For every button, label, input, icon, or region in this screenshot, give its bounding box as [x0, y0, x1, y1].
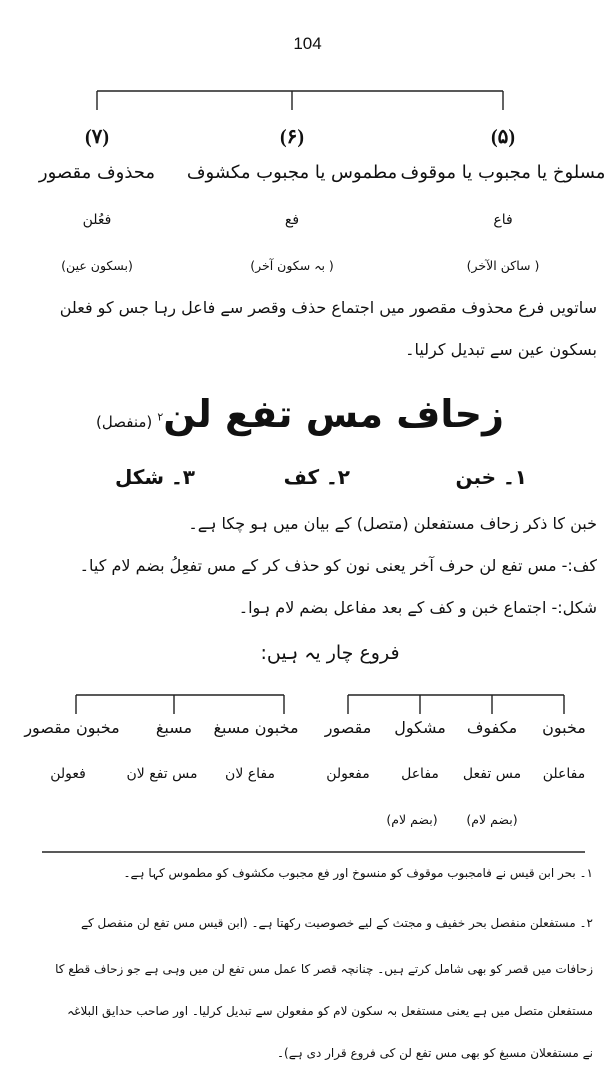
type-shakl: ۳۔ شکل	[114, 465, 195, 489]
type-kaff: ۲۔ کف	[283, 465, 350, 489]
tree1-term-6: مطموس یا مجبوب مکشوف	[186, 162, 398, 183]
paragraph1-line2: بسکون عین سے تبدیل کرلیا۔	[405, 340, 597, 359]
tree1-num-5: (۵)	[490, 126, 516, 148]
tree-right-note-2: (بضم لام)	[466, 812, 518, 827]
paragraph2-line2: کف:- مس تفع لن حرف آخر یعنی نون کو حذف کر کے مس تفعِلُ بضم لام کیا۔	[79, 556, 597, 575]
paragraph2-line1: خبن کا ذکر زحاف مستفعلن (متصل) کے بیان میں ہو چکا ہے۔	[188, 514, 597, 533]
tree1-num-6: (۶)	[279, 126, 305, 148]
footnote-1: ۱۔ بحر ابن قیس نے فامجبوب موقوف کو منسوخ اور فع مجبوب مکشوف کو مطموس کہا ہے۔	[123, 866, 593, 880]
tree-left-wazn-3: فعولن	[50, 766, 86, 782]
tree-right-wazn-3: مفاعل	[401, 766, 439, 782]
tree-right-term-3: مشکول	[394, 718, 446, 737]
tree-left-term-2: مسبغ	[155, 718, 193, 737]
tree1-num-7: (۷)	[84, 126, 110, 148]
tree-left-term-1: مخبون مسبغ	[213, 718, 299, 737]
tree-right-term-4: مقصور	[324, 718, 372, 737]
paragraph1-line1: ساتویں فرع محذوف مقصور میں اجتماع حذف وقصر سے فاعل رہا جس کو فعلن	[59, 298, 597, 317]
tree1-term-5: مسلوخ یا مجبوب یا موقوف	[400, 162, 606, 183]
tree-right-wazn-4: مفعولن	[326, 766, 370, 782]
tree-left-wazn-1: مفاع لان	[225, 766, 275, 782]
heading-main: زحاف مس تفع لن	[163, 392, 504, 436]
tree1-wazn-6: فع	[284, 212, 300, 228]
tree-left-term-3: مخبون مقصور	[24, 718, 120, 737]
footnote-2-line1: ۲۔ مستفعلن منفصل بحر خفیف و مجتث کے لیے خصوصیت رکھتا ہے۔ (ابن قیس مس تفع لن منفصل کے	[81, 916, 593, 930]
tree-right-wazn-1: مفاعلن	[542, 766, 586, 782]
tree1-note-7: (بسکون عین)	[61, 258, 133, 273]
tree-left-wazn-2: مس تفع لان	[126, 766, 198, 782]
paragraph2-line3: شکل:- اجتماع خبن و کف کے بعد مفاعل بضم لام ہوا۔	[238, 598, 597, 617]
tree-right-note-3: (بضم لام)	[386, 812, 438, 827]
tree-right-term-2: مکفوف	[466, 718, 518, 737]
heading-footnote-mark: ۲	[157, 410, 164, 424]
footnote-2-line4: نے مستفعلان مسبغ کو بھی مس تفع لن کی فروع قرار دی ہے)۔	[277, 1046, 593, 1060]
tree1-note-5: ( ساکن الآخر)	[466, 258, 540, 273]
tree1-wazn-7: فعُلن	[82, 212, 112, 228]
tree-right-term-1: مخبون	[542, 718, 586, 737]
footnote-2-line2: زحافات میں قصر کو بھی شامل کرتے ہیں۔ چنانچہ قصر کا عمل مس تفع لن میں وہی ہے جو زحاف قطع کا	[55, 962, 593, 976]
section-heading	[96, 392, 504, 436]
branches-heading: فروع چار یہ ہیں:	[260, 642, 400, 664]
heading-qualifier: (منفصل)	[96, 413, 153, 431]
tree1-wazn-5: فاع	[493, 212, 513, 228]
tree1-note-6: ( بہ سکون آخر)	[250, 258, 334, 273]
page-number: 104	[293, 34, 322, 53]
tree-right-wazn-2: مس تفعل	[462, 766, 522, 782]
type-khabn: ۱۔ خبن	[455, 465, 527, 489]
tree1-term-7: محذوف مقصور	[38, 162, 156, 183]
footnote-2-line3: مستفعلن متصل میں ہے یعنی مستفعل بہ سکون لام کو مفعولن سے تبدیل کرلیا۔ اور صاحب حدایق البلاغہ	[67, 1004, 593, 1018]
